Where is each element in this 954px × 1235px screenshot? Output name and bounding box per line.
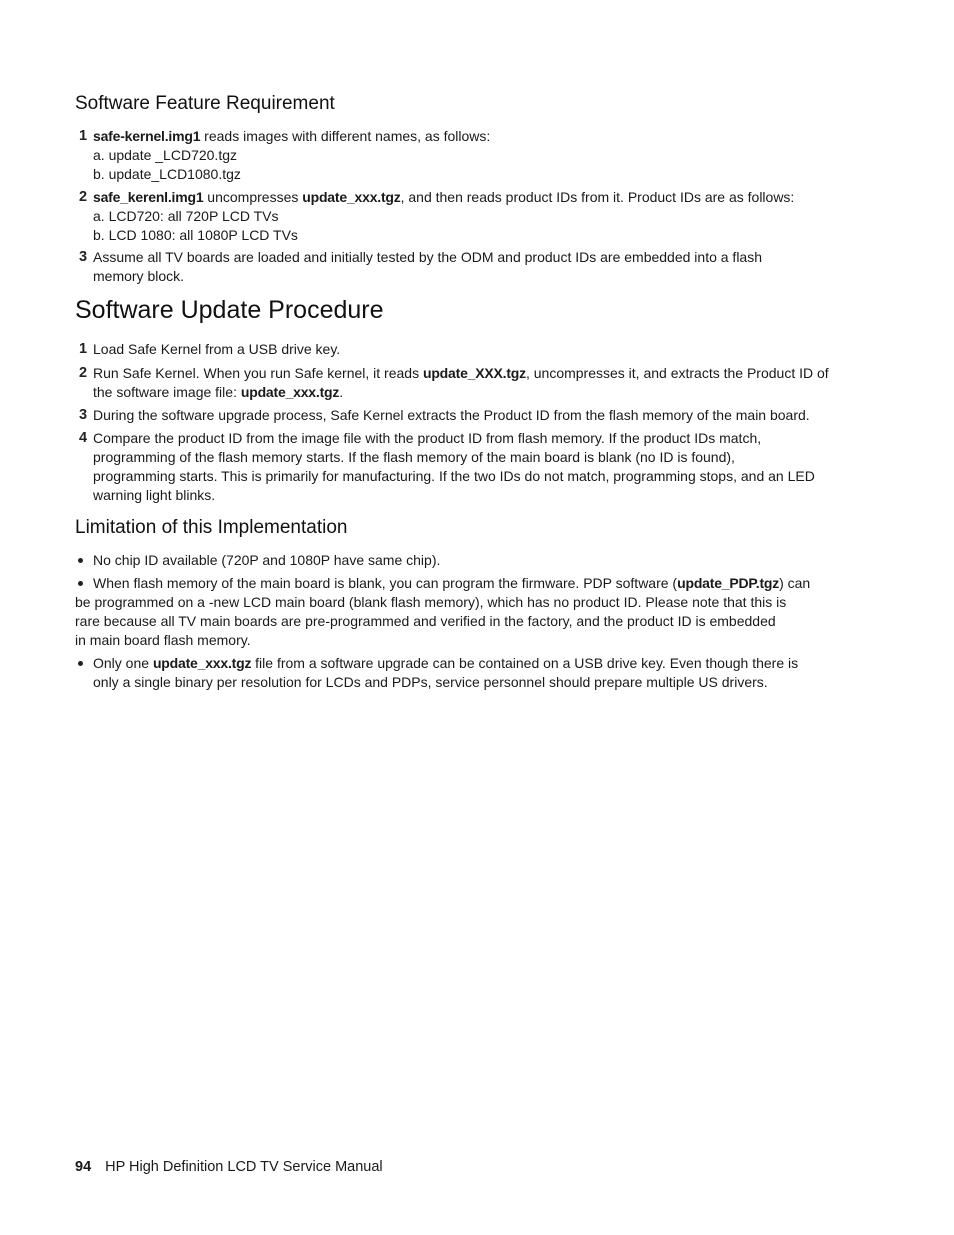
limitation-bullet-3 [75,654,880,692]
item-text-part: . [339,384,344,400]
item-text-part: uncompresses [203,189,303,205]
item-number: 3 [79,407,88,423]
filename-code: update_xxx.tgz [152,655,252,671]
item-text [93,654,880,673]
item-text-line: programming starts. This is primarily for manufacturing. If the two IDs do not match, programming stops, and an LED [93,468,815,484]
item-text [93,188,880,207]
item-number: 1 [79,341,88,357]
item-text: During the software upgrade process, Safe Kernel extracts the Product ID from the flash memory of the main board. [93,407,810,423]
item-number: 4 [79,430,88,446]
item-text [93,383,880,402]
item-text-part: the software image file: [93,384,241,400]
bullet-marker [78,558,83,563]
item-text-part: Only one [93,655,153,671]
sub-item: a. LCD720: all 720P LCD TVs [93,208,279,224]
heading-software-update-procedure: Software Update Procedure [75,296,384,324]
page-number: 94 [75,1159,92,1175]
item-text-part: , and then reads product IDs from it. Product IDs are as follows: [400,189,795,205]
item-text-part: reads images with different names, as follows: [200,128,491,144]
feature-item-3 [75,248,880,286]
item-number: 3 [79,249,88,265]
limitation-bullet-1 [75,551,880,570]
item-text-line: be programmed on a -new LCD main board (blank flash memory), which has no product ID. Please note that this is [75,594,787,610]
footer-title: HP High Definition LCD TV Service Manual [105,1159,383,1175]
item-text-part: Run Safe Kernel. When you run Safe kernel, it reads [93,365,423,381]
bullet-marker [78,661,83,666]
item-text-part: , uncompresses it, and extracts the Product ID of [525,365,829,381]
item-text-part: file from a software upgrade can be contained on a USB drive key. Even though there is [251,655,799,671]
item-number: 2 [79,189,88,205]
bullet-marker [78,581,83,586]
procedure-step-3 [75,406,880,425]
filename-code: safe_kerenl.img1 [93,189,204,205]
filename-code: update_PDP.tgz [677,575,780,591]
sub-item: b. update_LCD1080.tgz [93,166,241,182]
filename-code: update_XXX.tgz [422,365,526,381]
item-text [93,127,880,146]
limitation-bullet-2 [75,574,885,650]
item-text-line: Assume all TV boards are loaded and initially tested by the ODM and product IDs are embedded into a flash [93,249,763,265]
item-text-line: warning light blinks. [93,487,216,503]
procedure-step-1 [75,340,880,359]
item-text-line: rare because all TV main boards are pre-programmed and verified in the factory, and the product ID is embedded [75,613,776,629]
item-text: No chip ID available (720P and 1080P have same chip). [93,552,441,568]
feature-item-1 [75,127,880,184]
filename-code: safe-kernel.img1 [93,128,201,144]
item-text-part: ) can [779,575,811,591]
item-text-line: Compare the product ID from the image file with the product ID from flash memory. If the product IDs match, [93,430,762,446]
item-number: 1 [79,128,88,144]
filename-code: update_xxx.tgz [240,384,340,400]
heading-software-feature-requirement: Software Feature Requirement [75,93,335,114]
sub-item: a. update _LCD720.tgz [93,147,237,163]
heading-limitation: Limitation of this Implementation [75,517,348,538]
item-text-part: When flash memory of the main board is blank, you can program the firmware. PDP software ( [93,575,678,591]
item-text-line: programming of the flash memory starts. If the flash memory of the main board is blank (no ID is found), [93,449,735,465]
item-text [93,574,885,593]
page-footer [75,1159,383,1175]
filename-code: update_xxx.tgz [302,189,401,205]
procedure-step-2 [75,364,880,402]
feature-item-2 [75,188,880,245]
item-text-line: memory block. [93,268,185,284]
item-number: 2 [79,365,88,381]
item-text: Load Safe Kernel from a USB drive key. [93,341,341,357]
item-text [93,364,880,383]
sub-item: b. LCD 1080: all 1080P LCD TVs [93,227,298,243]
procedure-step-4 [75,429,880,505]
item-text-line: only a single binary per resolution for LCDs and PDPs, service personnel should prepare multiple US drivers. [93,674,768,690]
item-text-line: in main board flash memory. [75,632,251,648]
